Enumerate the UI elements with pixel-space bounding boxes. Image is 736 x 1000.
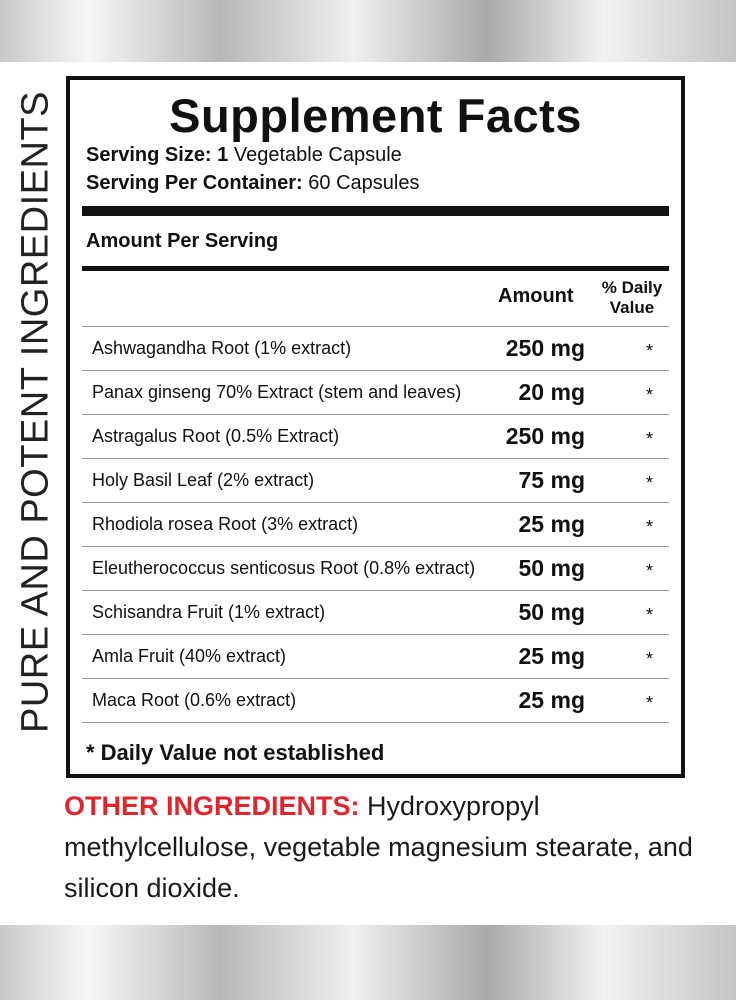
table-row	[82, 590, 669, 635]
ingredient-amount: 50 mg	[518, 555, 585, 581]
supplement-facts-panel	[66, 76, 685, 778]
medium-divider	[82, 266, 669, 271]
other-ingredients-label: OTHER INGREDIENTS:	[64, 791, 360, 821]
ingredient-amount: 250 mg	[505, 423, 585, 449]
ingredient-daily-value: *	[645, 341, 653, 361]
side-label: PURE AND POTENT INGREDIENTS	[14, 90, 57, 734]
ingredient-name: Panax ginseng 70% Extract (stem and leaves)	[92, 382, 462, 402]
table-row	[82, 414, 669, 459]
table-row	[82, 502, 669, 547]
table-row	[82, 458, 669, 503]
serving-size-label: Serving Size: 1	[86, 144, 229, 166]
ingredient-daily-value: *	[645, 605, 653, 625]
daily-value-column-header	[598, 278, 666, 318]
daily-value-footnote: * Daily Value not established	[86, 740, 385, 765]
servings-per-container	[86, 172, 419, 195]
ingredient-daily-value: *	[645, 517, 653, 537]
table-row	[82, 370, 669, 415]
ingredient-amount: 50 mg	[518, 599, 585, 625]
ingredient-name: Eleutherococcus senticosus Root (0.8% extract)	[92, 558, 476, 578]
ingredient-name: Maca Root (0.6% extract)	[92, 690, 297, 710]
servings-label: Serving Per Container:	[86, 172, 303, 194]
thick-divider	[82, 206, 669, 216]
ingredient-daily-value: *	[645, 385, 653, 405]
daily-value-header-line1: % Daily	[601, 278, 663, 297]
other-ingredients-text: Hydroxypropyl methylcellulose, vegetable magnesium stearate, and silicon dioxide.	[64, 791, 693, 903]
servings-value: 60 Capsules	[308, 172, 420, 194]
ingredient-name: Rhodiola rosea Root (3% extract)	[92, 514, 359, 534]
ingredient-name: Schisandra Fruit (1% extract)	[92, 602, 326, 622]
table-bottom-divider	[82, 722, 669, 723]
ingredient-amount: 250 mg	[505, 335, 585, 361]
table-row	[82, 678, 669, 723]
table-row	[82, 546, 669, 591]
other-ingredients	[64, 786, 714, 909]
ingredient-amount: 75 mg	[518, 467, 585, 493]
ingredient-daily-value: *	[645, 561, 653, 581]
table-row	[82, 634, 669, 679]
table-row	[82, 326, 669, 371]
ingredient-daily-value: *	[645, 429, 653, 449]
ingredient-daily-value: *	[645, 473, 653, 493]
daily-value-header-line2: Value	[609, 298, 655, 317]
ingredient-daily-value: *	[645, 649, 653, 669]
amount-per-serving-label: Amount Per Serving	[86, 230, 279, 252]
serving-size-value: Vegetable Capsule	[233, 144, 402, 166]
ingredient-name: Holy Basil Leaf (2% extract)	[92, 470, 315, 490]
ingredient-amount: 25 mg	[518, 511, 585, 537]
ingredient-amount: 25 mg	[518, 643, 585, 669]
ingredient-amount: 20 mg	[518, 379, 585, 405]
ingredient-amount: 25 mg	[518, 687, 585, 713]
ingredient-daily-value: *	[645, 693, 653, 713]
bottom-silver-band	[0, 925, 736, 1000]
serving-size	[86, 144, 402, 167]
panel-title: Supplement Facts	[169, 89, 582, 142]
amount-column-header: Amount	[498, 285, 574, 307]
top-silver-band	[0, 0, 736, 62]
ingredient-name: Astragalus Root (0.5% Extract)	[92, 426, 340, 446]
ingredient-name: Amla Fruit (40% extract)	[92, 646, 287, 666]
ingredient-name: Ashwagandha Root (1% extract)	[92, 338, 352, 358]
